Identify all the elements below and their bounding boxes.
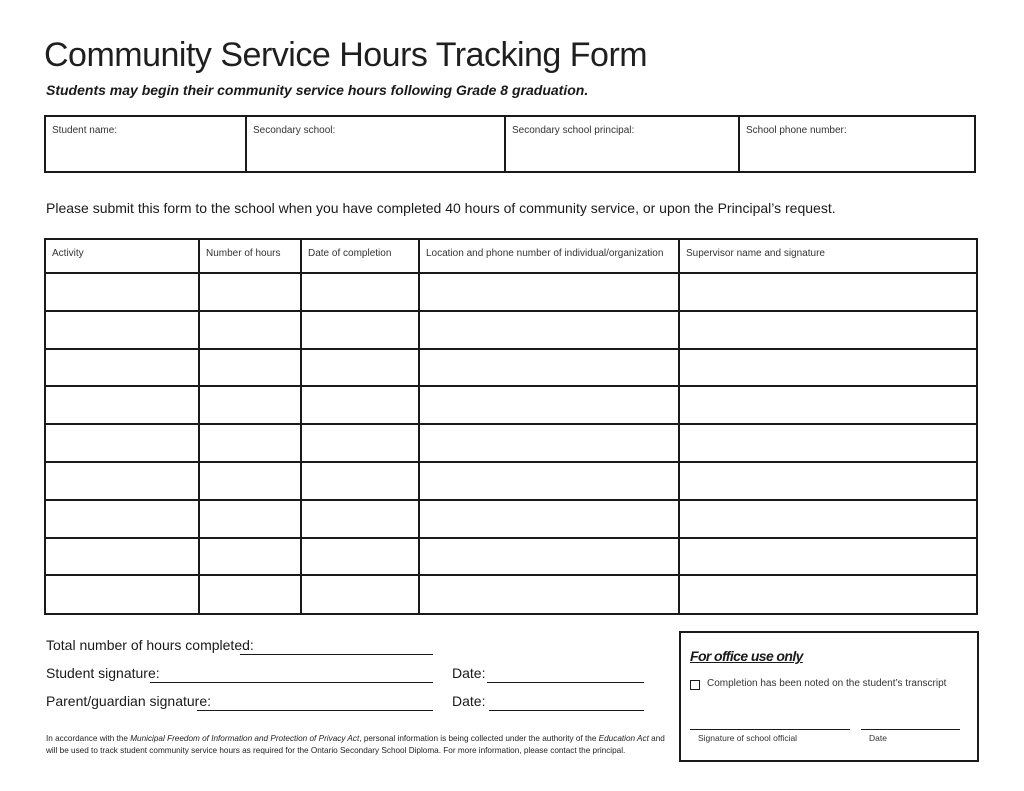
student-date-line[interactable] <box>487 682 644 683</box>
hours-cell[interactable] <box>200 539 302 575</box>
date-cell[interactable] <box>302 387 420 423</box>
supervisor-cell[interactable] <box>680 312 976 348</box>
activity-cell[interactable] <box>46 501 200 537</box>
privacy-notice-text: , personal information is being collected under the authority of the <box>359 734 599 743</box>
header-supervisor: Supervisor name and signature <box>686 248 825 259</box>
location-cell[interactable] <box>420 463 680 499</box>
location-cell[interactable] <box>420 425 680 461</box>
supervisor-cell[interactable] <box>680 539 976 575</box>
location-cell[interactable] <box>420 274 680 310</box>
table-row <box>46 463 976 501</box>
parent-signature-line[interactable] <box>197 710 433 711</box>
hours-cell[interactable] <box>200 501 302 537</box>
parent-signature-label: Parent/guardian signature: <box>46 693 211 709</box>
principal-label: Secondary school principal: <box>512 125 635 136</box>
date-cell[interactable] <box>302 576 420 614</box>
location-cell[interactable] <box>420 312 680 348</box>
hours-cell[interactable] <box>200 274 302 310</box>
supervisor-cell[interactable] <box>680 576 976 614</box>
parent-date-label: Date: <box>452 693 486 709</box>
activity-cell[interactable] <box>46 387 200 423</box>
instruction-text: Please submit this form to the school when you have completed 40 hours of community service, or upon the Principal’s request. <box>46 200 836 216</box>
page-subtitle: Students may begin their community service hours following Grade 8 graduation. <box>46 82 589 98</box>
page-title: Community Service Hours Tracking Form <box>44 36 648 74</box>
date-cell[interactable] <box>302 312 420 348</box>
activity-cell[interactable] <box>46 425 200 461</box>
principal-field[interactable] <box>506 117 740 171</box>
transcript-checkbox[interactable] <box>690 680 700 690</box>
date-cell[interactable] <box>302 539 420 575</box>
supervisor-cell[interactable] <box>680 501 976 537</box>
activity-log-table <box>44 238 978 615</box>
transcript-checkbox-label: Completion has been noted on the student’s transcript <box>707 678 947 689</box>
student-signature-line[interactable] <box>150 682 433 683</box>
hours-cell[interactable] <box>200 312 302 348</box>
table-body <box>46 274 976 614</box>
official-signature-label: Signature of school official <box>698 733 798 743</box>
hours-cell[interactable] <box>200 350 302 386</box>
student-date-label: Date: <box>452 665 486 681</box>
school-phone-field[interactable] <box>740 117 974 171</box>
total-hours-input-line[interactable] <box>240 654 433 655</box>
header-hours: Number of hours <box>200 240 302 272</box>
total-hours-label: Total number of hours completed: <box>46 637 254 653</box>
privacy-notice-text: In accordance with the <box>46 734 131 743</box>
activity-cell[interactable] <box>46 576 200 614</box>
supervisor-cell[interactable] <box>680 425 976 461</box>
date-cell[interactable] <box>302 501 420 537</box>
table-row <box>46 312 976 350</box>
hours-cell[interactable] <box>200 576 302 614</box>
student-info-table <box>44 115 976 173</box>
date-cell[interactable] <box>302 350 420 386</box>
secondary-school-label: Secondary school: <box>253 125 336 136</box>
privacy-act-name: Municipal Freedom of Information and Protection of Privacy Act <box>130 734 360 743</box>
privacy-notice-text: and will be used to track student community service hours as required for the Ontario Secondary School Diploma. For more information, please contact the principal. <box>46 734 665 755</box>
official-signature-line[interactable] <box>690 729 850 730</box>
header-date: Date of completion <box>302 240 420 272</box>
official-date-line[interactable] <box>861 729 960 730</box>
student-name-label: Student name: <box>52 125 118 136</box>
header-activity: Activity <box>46 240 200 272</box>
supervisor-cell[interactable] <box>680 274 976 310</box>
table-row <box>46 501 976 539</box>
location-cell[interactable] <box>420 350 680 386</box>
date-cell[interactable] <box>302 425 420 461</box>
location-cell[interactable] <box>420 501 680 537</box>
official-date-label: Date <box>869 733 887 743</box>
parent-date-line[interactable] <box>489 710 644 711</box>
table-row <box>46 425 976 463</box>
activity-cell[interactable] <box>46 463 200 499</box>
table-row <box>46 576 976 614</box>
school-phone-label: School phone number: <box>746 125 847 136</box>
date-cell[interactable] <box>302 463 420 499</box>
table-row <box>46 274 976 312</box>
hours-cell[interactable] <box>200 387 302 423</box>
location-cell[interactable] <box>420 539 680 575</box>
activity-cell[interactable] <box>46 274 200 310</box>
secondary-school-field[interactable] <box>247 117 506 171</box>
activity-cell[interactable] <box>46 539 200 575</box>
table-row <box>46 387 976 425</box>
education-act-name: Education Act <box>598 734 649 743</box>
location-cell[interactable] <box>420 387 680 423</box>
supervisor-cell[interactable] <box>680 350 976 386</box>
supervisor-cell[interactable] <box>680 463 976 499</box>
hours-cell[interactable] <box>200 425 302 461</box>
hours-cell[interactable] <box>200 463 302 499</box>
privacy-notice <box>46 733 666 757</box>
header-location: Location and phone number of individual/organization <box>420 240 680 272</box>
table-row <box>46 539 976 577</box>
date-cell[interactable] <box>302 274 420 310</box>
activity-cell[interactable] <box>46 312 200 348</box>
activity-cell[interactable] <box>46 350 200 386</box>
location-cell[interactable] <box>420 576 680 614</box>
table-row <box>46 350 976 388</box>
table-header-row <box>46 240 976 274</box>
supervisor-cell[interactable] <box>680 387 976 423</box>
office-use-title: For office use only <box>690 648 803 664</box>
student-signature-label: Student signature: <box>46 665 160 681</box>
student-name-field[interactable] <box>46 117 247 171</box>
